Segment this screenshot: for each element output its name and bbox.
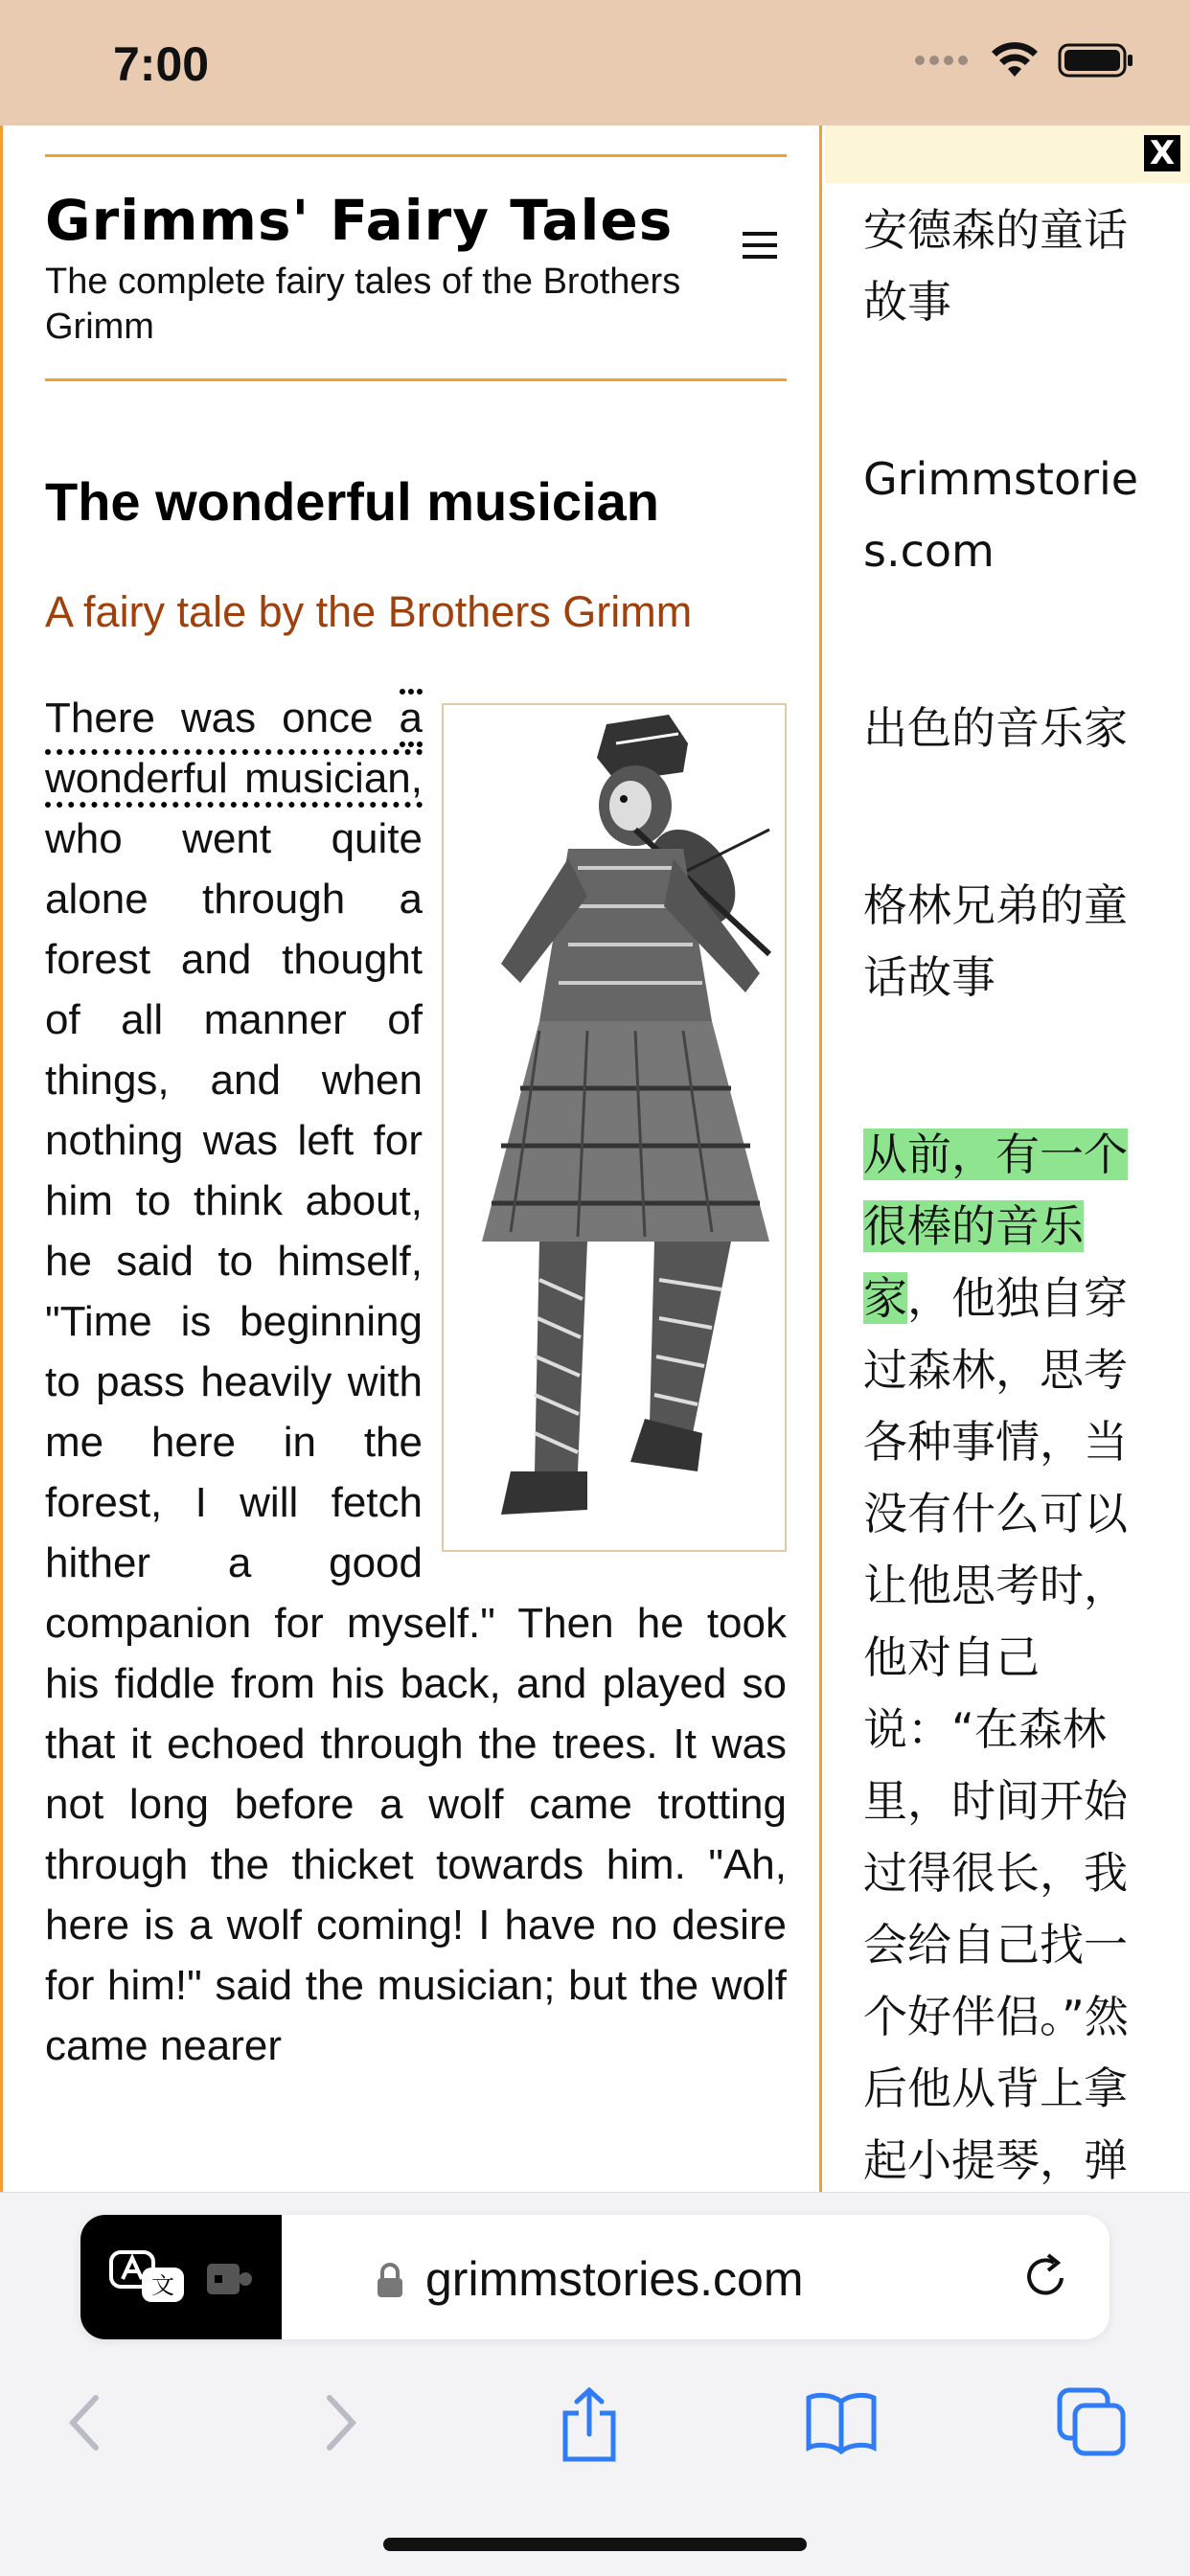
translation-item-4: 格林兄弟的童话故事 bbox=[863, 879, 1128, 1003]
status-icons bbox=[914, 42, 1134, 79]
story-byline: A fairy tale by the Brothers Grimm bbox=[45, 587, 693, 636]
translation-item-2: Grimmstories.com bbox=[863, 453, 1139, 577]
book-icon[interactable] bbox=[803, 2384, 880, 2461]
status-bar bbox=[0, 0, 1190, 125]
current-sentence-highlight[interactable]: a wonderful musician, bbox=[45, 689, 423, 808]
hamburger-icon[interactable] bbox=[741, 226, 779, 264]
wifi-icon bbox=[991, 42, 1039, 79]
musician-illustration bbox=[442, 703, 787, 1552]
lock-icon bbox=[376, 2263, 404, 2299]
battery-icon bbox=[1058, 42, 1134, 79]
svg-text:文: 文 bbox=[151, 2272, 174, 2299]
original-page-pane[interactable] bbox=[0, 125, 822, 2192]
url-text[interactable]: grimmstories.com bbox=[425, 2252, 804, 2306]
status-time: 7:00 bbox=[113, 37, 210, 91]
site-subtitle: The complete fairy tales of the Brothers Grimm bbox=[45, 262, 681, 347]
chevron-right-icon[interactable] bbox=[316, 2384, 364, 2461]
web-content bbox=[0, 125, 1190, 2192]
story-title: The wonderful musician bbox=[45, 471, 659, 532]
extension-block[interactable] bbox=[80, 2215, 282, 2339]
tabs-icon[interactable] bbox=[1054, 2384, 1131, 2461]
translation-paragraph-rest: ，他独自穿过森林，思考各种事情，当没有什么可以让他思考时，他对自己说：“在森林里，时间开始过得很长，我会给自己找一个好伴侣。”然后他从背上拿起小提琴，弹 bbox=[863, 1272, 1129, 2186]
translation-highlight[interactable]: 从前，有一个很棒的音乐家 bbox=[863, 1128, 1128, 1324]
fiddler-image bbox=[444, 705, 785, 1550]
home-indicator[interactable] bbox=[383, 2538, 807, 2551]
navigation-row bbox=[0, 2384, 1190, 2490]
browser-toolbar bbox=[0, 2192, 1190, 2576]
translation-list bbox=[863, 194, 1170, 2192]
header-top-rule bbox=[45, 154, 787, 157]
translation-pane[interactable] bbox=[825, 125, 1190, 2192]
translation-item-1: 安德森的童话故事 bbox=[863, 204, 1128, 328]
story-text-rest: who went quite alone through a forest and thought of all manner of things, and when nothing was left for him to think about, he said to himself, "Time is beginning to pass heavily with me here in the forest, I will fetch hither a good companion for myself." Then he took his fiddle from his back, and played so that it echoed through the trees. It was not long before a wolf came trotting through the thicket towards him. "Ah, here is a wolf coming! I have no desire for him!" said the musician; but the wolf came nearer bbox=[45, 815, 787, 2069]
close-translation-button[interactable]: X bbox=[1144, 135, 1180, 171]
translation-paragraph bbox=[863, 1119, 1170, 2192]
address-bar[interactable] bbox=[80, 2215, 1110, 2339]
signal-dots-icon bbox=[914, 54, 972, 67]
translate-icon[interactable] bbox=[109, 2248, 186, 2306]
reload-icon[interactable] bbox=[1019, 2251, 1071, 2303]
chevron-left-icon[interactable] bbox=[61, 2384, 109, 2461]
puzzle-icon[interactable] bbox=[205, 2256, 253, 2298]
story-text-start: There was once bbox=[45, 695, 374, 741]
translation-topbar bbox=[825, 125, 1190, 183]
share-icon[interactable] bbox=[556, 2384, 623, 2465]
site-title[interactable]: Grimms' Fairy Tales bbox=[45, 188, 674, 253]
translation-item-3: 出色的音乐家 bbox=[863, 702, 1128, 754]
header-bottom-rule bbox=[45, 378, 787, 381]
